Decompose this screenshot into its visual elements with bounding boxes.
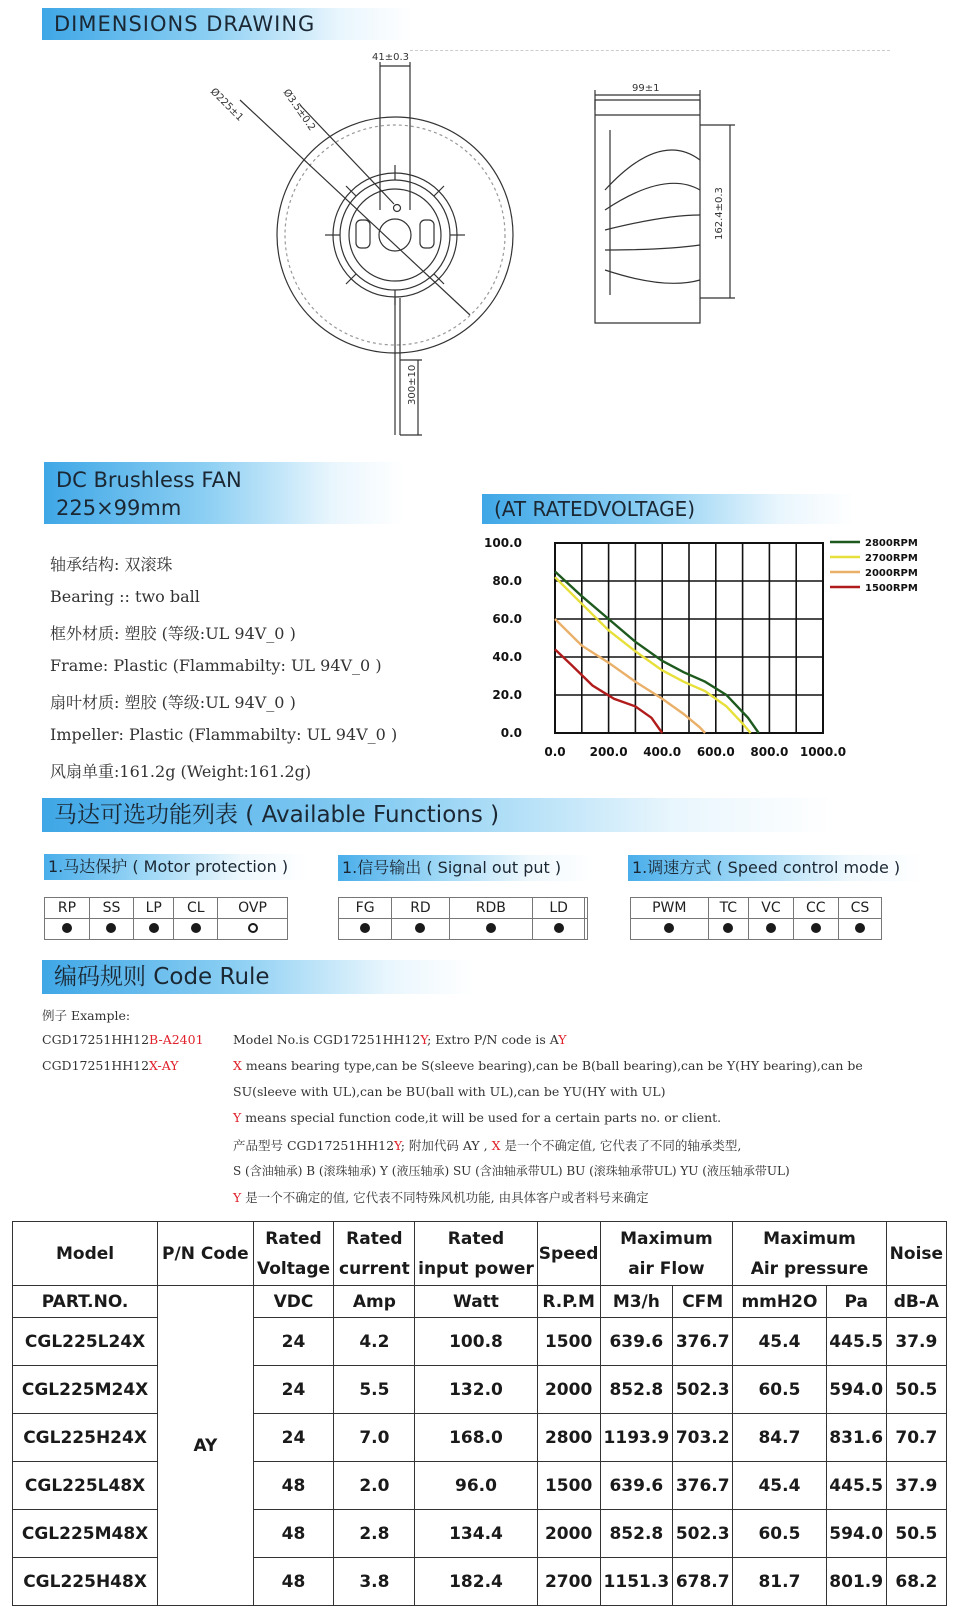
unit-cell: Pa [826, 1286, 886, 1318]
table-cell: 45.4 [733, 1462, 826, 1510]
table-cell: 68.2 [886, 1558, 946, 1606]
func-label: CS [838, 898, 881, 919]
table-cell: 594.0 [826, 1366, 886, 1414]
func-label: RD [392, 898, 450, 919]
table-cell: 639.6 [600, 1318, 673, 1366]
table-cell: 182.4 [415, 1558, 537, 1606]
spec-line: Impeller: Plastic (Flammabilty: UL 94V_0 ) [50, 725, 398, 744]
header-noise: Noise [886, 1222, 946, 1286]
unit-cell: R.P.M [537, 1286, 600, 1318]
table-cell: 45.4 [733, 1318, 826, 1366]
chart-title-banner [482, 494, 854, 524]
chart-x-tick-label: 200.0 [589, 745, 628, 759]
spec-line: 框外材质: 塑胶 (等级:UL 94V_0 ) [50, 624, 296, 643]
unit-cell: Watt [415, 1286, 537, 1318]
header-air-flow: Maximum air Flow [600, 1222, 733, 1286]
dim-162: 162.4±0.3 [714, 187, 725, 240]
fan-title-1: DC Brushless FAN [56, 468, 242, 492]
table-cell: 2000 [537, 1366, 600, 1414]
table-cell: 678.7 [673, 1558, 733, 1606]
table-row [13, 1558, 947, 1606]
table-cell: 37.9 [886, 1462, 946, 1510]
func-mark-cell [174, 919, 218, 940]
filled-dot-icon [554, 923, 564, 933]
func-mark-cell [631, 919, 709, 940]
hub-slot-right [420, 220, 434, 248]
table-cell: 60.5 [733, 1510, 826, 1558]
chart-legend-label: 1500RPM [865, 583, 918, 594]
chart-legend-label: 2700RPM [865, 553, 918, 564]
model-cell: CGL225L48X [13, 1462, 158, 1510]
table-cell: 100.8 [415, 1318, 537, 1366]
table-cell: 48 [253, 1462, 334, 1510]
functions-banner [42, 798, 834, 832]
func-label: CC [793, 898, 838, 919]
table-cell: 24 [253, 1318, 334, 1366]
table-cell: 1151.3 [600, 1558, 673, 1606]
code-rule-title: 编码规则 Code Rule [54, 964, 270, 990]
table-cell: 48 [253, 1558, 334, 1606]
func-label: RP [45, 898, 90, 919]
hub-slot-left [356, 220, 370, 248]
pn-code-cell: AY [158, 1286, 253, 1606]
dimensions-drawing-banner [42, 8, 414, 40]
table-cell: 376.7 [673, 1318, 733, 1366]
table-cell: 2700 [537, 1558, 600, 1606]
table-cell: 4.2 [334, 1318, 415, 1366]
code-rule-banner [42, 960, 474, 994]
table-cell: 24 [253, 1414, 334, 1462]
chart-x-tick-label: 1000.0 [799, 745, 847, 759]
table-cell: 134.4 [415, 1510, 537, 1558]
chart-y-tick-label: 40.0 [492, 650, 522, 664]
func-label: FG [339, 898, 392, 919]
model-spec-table [12, 1221, 947, 1606]
table-cell: 594.0 [826, 1510, 886, 1558]
table-cell: 5.5 [334, 1366, 415, 1414]
table-units-row [13, 1286, 947, 1318]
table-cell: 2.8 [334, 1510, 415, 1558]
chart-y-tick-label: 60.0 [492, 612, 522, 626]
model-cell: CGL225M48X [13, 1510, 158, 1558]
header-air-pressure: Maximum Air pressure [733, 1222, 886, 1286]
table-cell: 7.0 [334, 1414, 415, 1462]
func-label: PWM [631, 898, 709, 919]
motor-protection-table [44, 897, 288, 940]
table-row [13, 1510, 947, 1558]
table-cell: 84.7 [733, 1414, 826, 1462]
header-voltage: Rated Voltage [253, 1222, 334, 1286]
example-code-2: CGD17251HH12X-AY [42, 1058, 179, 1073]
table-cell: 831.6 [826, 1414, 886, 1462]
filled-dot-icon [149, 923, 159, 933]
table-cell: 2800 [537, 1414, 600, 1462]
dim-99: 99±1 [632, 83, 660, 94]
chart-x-tick-label: 0.0 [544, 745, 566, 759]
speed-control-title: 1.调速方式 ( Speed control mode ) [628, 855, 922, 881]
header-pn-code: P/N Code [158, 1222, 253, 1286]
cn-line-2: S (含油轴承) B (滚珠轴承) Y (液压轴承) SU (含油轴承带UL) BU (滚珠轴承带UL) YU (液压轴承带UL) [233, 1164, 790, 1178]
table-cell: 502.3 [673, 1510, 733, 1558]
filled-dot-icon [766, 923, 776, 933]
table-row [13, 1462, 947, 1510]
filled-dot-icon [191, 923, 201, 933]
model-line: Model No.is CGD17251HH12Y; Extro P/N code is AY [233, 1032, 567, 1047]
func-mark-cell [708, 919, 749, 940]
func-label: VC [749, 898, 794, 919]
func-mark-cell [89, 919, 133, 940]
table-cell: 50.5 [886, 1366, 946, 1414]
fan-title-banner [44, 462, 404, 524]
filled-dot-icon [415, 923, 425, 933]
functions-title: 马达可选功能列表 ( Available Functions ) [54, 802, 500, 828]
cn-line-3: Y 是一个不确定的值, 它代表不同特殊风机功能, 由具体客户或者料号来确定 [233, 1190, 649, 1205]
table-cell: 852.8 [600, 1510, 673, 1558]
filled-dot-icon [106, 923, 116, 933]
table-cell: 132.0 [415, 1366, 537, 1414]
func-mark-cell [134, 919, 174, 940]
dimensions-title: DIMENSIONS DRAWING [54, 12, 316, 36]
unit-cell: mmH2O [733, 1286, 826, 1318]
signal-output-title: 1.信号输出 ( Signal out put ) [338, 855, 592, 881]
table-cell: 2000 [537, 1510, 600, 1558]
chart-y-tick-label: 20.0 [492, 688, 522, 702]
table-cell: 703.2 [673, 1414, 733, 1462]
example-code-1: CGD17251HH12B-A2401 [42, 1032, 204, 1047]
func-label [585, 898, 588, 919]
table-cell: 3.8 [334, 1558, 415, 1606]
filled-dot-icon [664, 923, 674, 933]
fan-side-outline [595, 100, 700, 323]
chart-y-tick-label: 0.0 [500, 726, 522, 740]
table-cell: 24 [253, 1366, 334, 1414]
filled-dot-icon [486, 923, 496, 933]
unit-cell: VDC [253, 1286, 334, 1318]
motor-protection-title: 1.马达保护 ( Motor protection ) [44, 854, 308, 880]
func-mark-cell [339, 919, 392, 940]
table-cell: 168.0 [415, 1414, 537, 1462]
dim-lead-length: 300±10 [407, 364, 418, 405]
func-mark-cell [449, 919, 532, 940]
func-mark-cell [585, 919, 588, 940]
model-cell: CGL225H24X [13, 1414, 158, 1462]
unit-cell: CFM [673, 1286, 733, 1318]
func-label: LD [532, 898, 584, 919]
example-label: 例子 Example: [42, 1008, 131, 1023]
func-mark-cell [45, 919, 90, 940]
unit-cell: Amp [334, 1286, 415, 1318]
table-cell: 48 [253, 1510, 334, 1558]
chart-legend-label: 2000RPM [865, 568, 918, 579]
table-cell: 1500 [537, 1462, 600, 1510]
spec-line: Bearing :: two ball [50, 587, 200, 606]
model-cell: CGL225H48X [13, 1558, 158, 1606]
table-cell: 50.5 [886, 1510, 946, 1558]
hollow-dot-icon [248, 923, 258, 933]
func-mark-cell [218, 919, 288, 940]
header-power: Rated input power [415, 1222, 537, 1286]
fan-title-2: 225×99mm [56, 496, 182, 520]
table-cell: 1500 [537, 1318, 600, 1366]
chart-y-tick-label: 80.0 [492, 574, 522, 588]
table-cell: 639.6 [600, 1462, 673, 1510]
chart-legend-label: 2800RPM [865, 538, 918, 549]
header-speed: Speed [537, 1222, 600, 1286]
table-row [13, 1318, 947, 1366]
y-meaning-line: Y means special function code,it will be used for a certain parts no. or client. [233, 1110, 722, 1125]
table-cell: 445.5 [826, 1318, 886, 1366]
func-mark-cell [838, 919, 881, 940]
table-cell: 81.7 [733, 1558, 826, 1606]
spec-line: Frame: Plastic (Flammabilty: UL 94V_0 ) [50, 656, 382, 675]
spec-line: 扇叶材质: 塑胶 (等级:UL 94V_0 ) [50, 693, 296, 712]
func-label: OVP [218, 898, 288, 919]
filled-dot-icon [855, 923, 865, 933]
fan-motor-circle [349, 189, 441, 281]
dim-hole-diameter: Ø3.5±0.2 [280, 87, 318, 134]
signal-output-table [338, 897, 588, 940]
func-label: LP [134, 898, 174, 919]
filled-dot-icon [360, 923, 370, 933]
chart-title: (AT RATEDVOLTAGE) [494, 497, 696, 521]
filled-dot-icon [62, 923, 72, 933]
spec-line: 轴承结构: 双滚珠 [50, 555, 173, 574]
filled-dot-icon [723, 923, 733, 933]
x-meaning-line-1: X means bearing type,can be S(sleeve bearing),can be B(ball bearing),can be Y(HY bearing),can be [233, 1058, 863, 1073]
table-cell: 1193.9 [600, 1414, 673, 1462]
table-header-row [13, 1222, 947, 1286]
unit-cell: dB-A [886, 1286, 946, 1318]
spec-line: 风扇单重:161.2g (Weight:161.2g) [50, 762, 312, 781]
func-mark-cell [392, 919, 450, 940]
table-cell: 96.0 [415, 1462, 537, 1510]
filled-dot-icon [811, 923, 821, 933]
pq-chart [480, 530, 930, 795]
table-row [13, 1414, 947, 1462]
func-label: TC [708, 898, 749, 919]
chart-x-tick-label: 400.0 [643, 745, 682, 759]
table-cell: 37.9 [886, 1318, 946, 1366]
func-mark-cell [793, 919, 838, 940]
table-cell: 376.7 [673, 1462, 733, 1510]
table-row [13, 1366, 947, 1414]
dim-41: 41±0.3 [372, 52, 410, 63]
table-cell: 502.3 [673, 1366, 733, 1414]
func-mark-cell [749, 919, 794, 940]
table-cell: 70.7 [886, 1414, 946, 1462]
header-current: Rated current [334, 1222, 415, 1286]
table-cell: 801.9 [826, 1558, 886, 1606]
table-cell: 445.5 [826, 1462, 886, 1510]
table-cell: 852.8 [600, 1366, 673, 1414]
header-model: Model [13, 1222, 158, 1286]
unit-cell: PART.NO. [13, 1286, 158, 1318]
chart-x-tick-label: 600.0 [696, 745, 735, 759]
table-cell: 60.5 [733, 1366, 826, 1414]
table-cell: 2.0 [334, 1462, 415, 1510]
model-cell: CGL225L24X [13, 1318, 158, 1366]
dim-outer-diameter: Ø225±1 [207, 86, 246, 124]
speed-control-table [630, 897, 882, 940]
func-label: RDB [449, 898, 532, 919]
model-cell: CGL225M24X [13, 1366, 158, 1414]
func-mark-cell [532, 919, 584, 940]
func-label: SS [89, 898, 133, 919]
unit-cell: M3/h [600, 1286, 673, 1318]
chart-x-tick-label: 800.0 [750, 745, 789, 759]
cn-line-1: 产品型号 CGD17251HH12Y; 附加代码 AY , X 是一个不确定值, 它代表了不同的轴承类型, [233, 1138, 742, 1153]
chart-y-tick-label: 100.0 [484, 536, 522, 550]
func-label: CL [174, 898, 218, 919]
mount-hole [394, 205, 401, 212]
fan-drawing [0, 40, 960, 460]
x-meaning-line-2: SU(sleeve with UL),can be BU(ball with UL),can be YU(HY with UL) [233, 1084, 666, 1099]
